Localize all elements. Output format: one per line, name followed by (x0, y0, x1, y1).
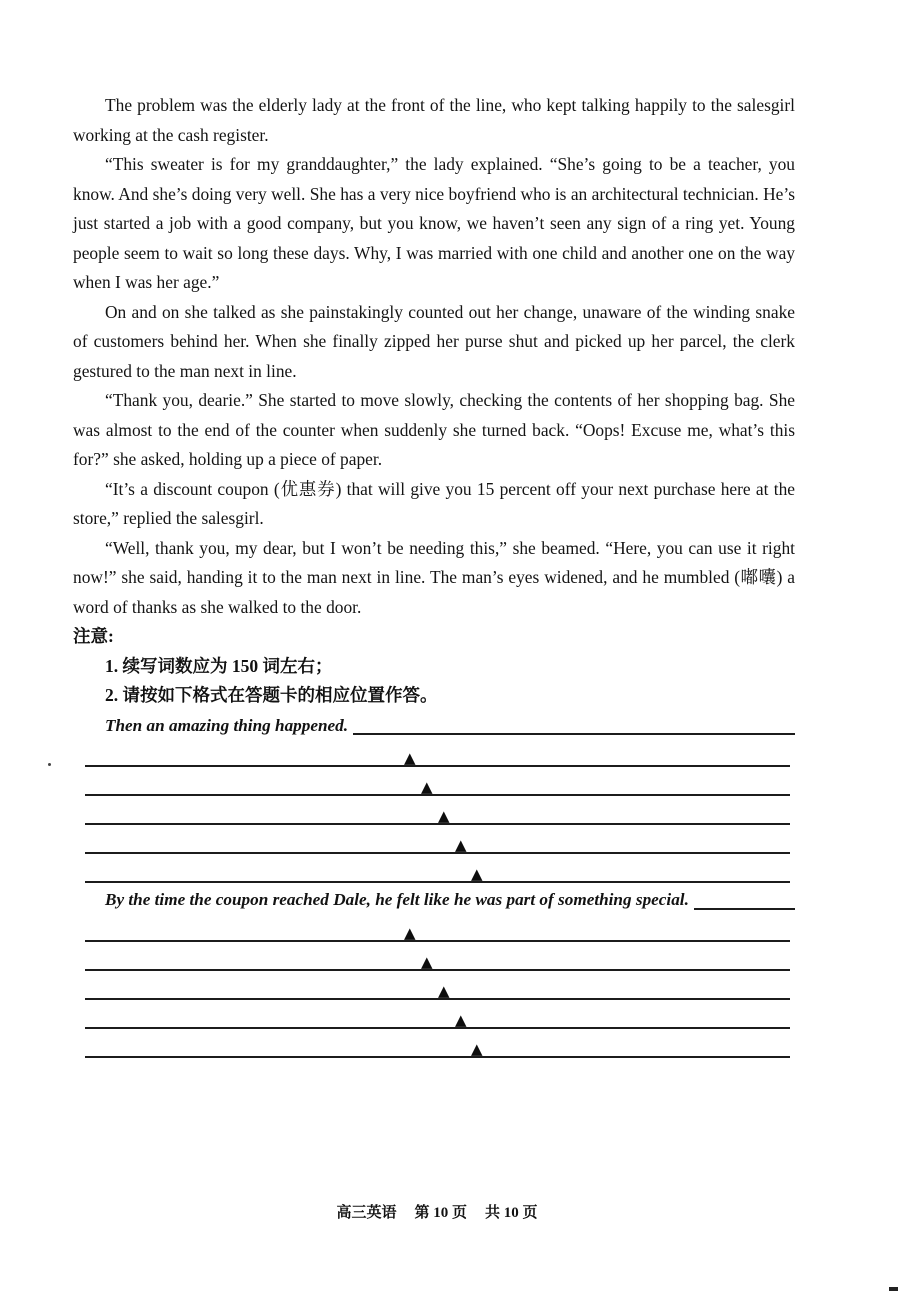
notice-label: 注意: (73, 626, 114, 646)
caret-marker-icon: ▲ (471, 1040, 483, 1059)
ruled-line (85, 823, 790, 825)
body-paragraph: “This sweater is for my granddaughter,” the lady explained. “She’s going to be a teacher, you know. And she’s doing very well. She has a very nice boyfriend who is an architectural technician. He’s just started a job with a good company, but you know, we haven’t seen any sign of a ring yet. Young people seem to wait so long these days. Why, I was married with one child and another one on the way when I was her age.” (73, 154, 795, 292)
answer-line (85, 740, 790, 769)
answer-block-2 (73, 915, 795, 1060)
answer-blank-line (694, 908, 795, 910)
caret-marker-icon: ▲ (455, 1011, 467, 1030)
ruled-line (85, 969, 790, 971)
ruled-line (85, 1027, 790, 1029)
answer-line (85, 827, 790, 856)
body-paragraph: On and on she talked as she painstakingly counted out her change, unaware of the winding snake of customers behind her. When she finally zipped her purse shut and picked up her parcel, the clerk gestured to the man next in line. (73, 301, 795, 381)
answer-line (85, 798, 790, 827)
notice-item-2: 2. 请按如下格式在答题卡的相应位置作答。 (105, 685, 438, 705)
footer-page-number: 第 10 页 (414, 1205, 467, 1221)
page-content (73, 91, 795, 1060)
answer-block-1 (73, 740, 795, 885)
answer-blank-line (353, 733, 795, 735)
prompt-row-1 (73, 711, 795, 741)
body-paragraph: “It’s a discount coupon (优惠券) that will give you 15 percent off your next purchase here at the store,” replied the salesgirl. (73, 478, 795, 528)
ruled-line (85, 1056, 790, 1058)
ruled-line (85, 794, 790, 796)
caret-marker-icon: ▲ (471, 865, 483, 884)
page-footer (0, 1201, 887, 1222)
caret-marker-icon: ▲ (421, 778, 433, 797)
body-paragraph: The problem was the elderly lady at the front of the line, who kept talking happily to the salesgirl working at the cash register. (73, 95, 795, 145)
ruled-line (85, 881, 790, 883)
ruled-line (85, 940, 790, 942)
caret-marker-icon: ▲ (438, 982, 450, 1001)
caret-marker-icon: ▲ (404, 749, 416, 768)
answer-line (85, 944, 790, 973)
scan-artifact-dot (48, 763, 51, 766)
caret-marker-icon: ▲ (455, 836, 467, 855)
caret-marker-icon: ▲ (438, 807, 450, 826)
prompt-row-2 (73, 885, 795, 915)
answer-line (85, 769, 790, 798)
answer-line (85, 856, 790, 885)
ruled-line (85, 998, 790, 1000)
answer-line (85, 1031, 790, 1060)
ruled-line (85, 852, 790, 854)
caret-marker-icon: ▲ (404, 924, 416, 943)
answer-line (85, 915, 790, 944)
footer-page-total: 共 10 页 (485, 1205, 538, 1221)
prompt-sentence-1: Then an amazing thing happened. (105, 715, 349, 735)
answer-line (85, 973, 790, 1002)
answer-line (85, 1002, 790, 1031)
prompt-sentence-2: By the time the coupon reached Dale, he felt like he was part of something special. (105, 890, 689, 910)
body-paragraph: “Thank you, dearie.” She started to move slowly, checking the contents of her shopping bag. She was almost to the end of the counter when suddenly she turned back. “Oops! Excuse me, what’s this for?” she asked, holding up a piece of paper. (73, 390, 795, 469)
scan-artifact-corner-mark (889, 1287, 898, 1291)
notice-item-1: 1. 续写词数应为 150 词左右； (105, 655, 333, 676)
ruled-line (85, 765, 790, 767)
caret-marker-icon: ▲ (421, 953, 433, 972)
body-paragraph: “Well, thank you, my dear, but I won’t be needing this,” she beamed. “Here, you can use it right now!” she said, handing it to the man next in line. The man’s eyes widened, and he mumbled (嘟囔) a word of thanks as she walked to the door. (73, 537, 795, 617)
footer-course-label: 高三英语 (336, 1205, 397, 1221)
